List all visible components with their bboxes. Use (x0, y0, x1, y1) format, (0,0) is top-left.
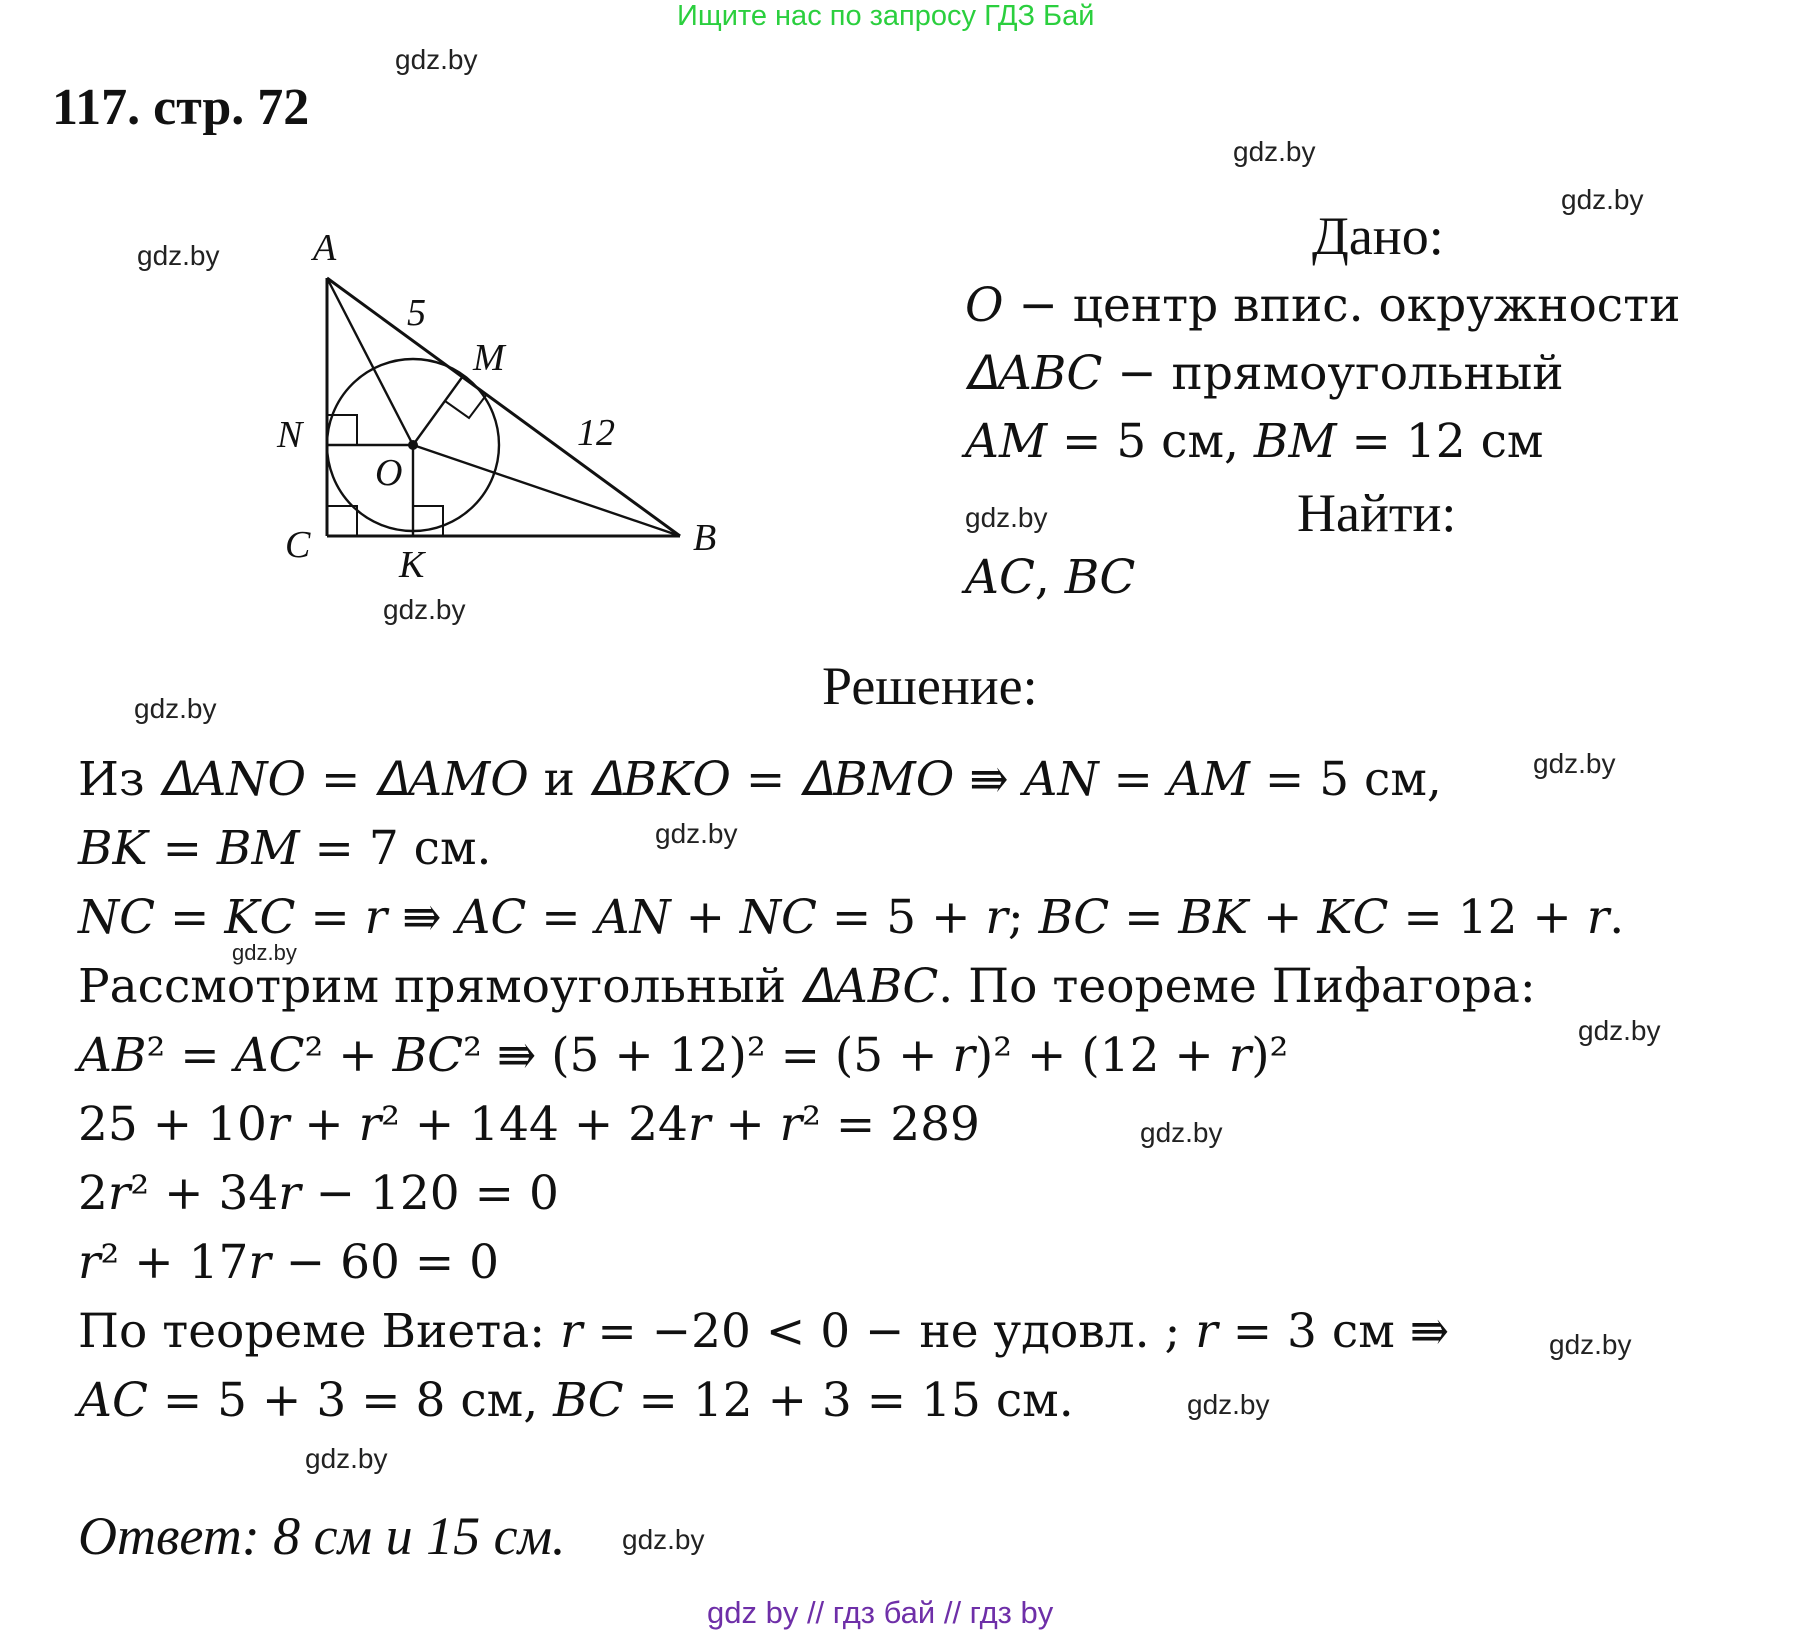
watermark: gdz.by (1140, 1117, 1223, 1148)
watermark: gdz.by (134, 693, 217, 724)
given-line: 𝛥𝐴𝐵𝐶 − прямоугольный (965, 346, 1564, 401)
solution-line: 𝐴𝐵² = 𝐴𝐶² + 𝐵𝐶² ⇛ (5 + 12)² = (5 + 𝑟)² + (12 + 𝑟)² (78, 1028, 1289, 1083)
label-n: N (277, 414, 303, 456)
solution-line: Из 𝛥𝐴𝑁𝑂 = 𝛥𝐴𝑀𝑂 и 𝛥𝐵𝐾𝑂 = 𝛥𝐵𝑀𝑂 ⇛ 𝐴𝑁 = 𝐴𝑀 = 5 см, (78, 752, 1442, 807)
watermark: gdz.by (1233, 136, 1316, 167)
center-point-o (408, 440, 418, 450)
solution-line: 25 + 10𝑟 + 𝑟² + 144 + 24𝑟 + 𝑟² = 289 (78, 1097, 980, 1152)
watermark: gdz.by (305, 1443, 388, 1474)
find-line: 𝐴𝐶, 𝐵𝐶 (965, 550, 1136, 605)
solution-line: По теореме Виета: 𝑟 = −20 < 0 − не удовл. ; 𝑟 = 3 см ⇛ (78, 1304, 1450, 1359)
solution-line: 𝑟² + 17𝑟 − 60 = 0 (78, 1235, 500, 1290)
label-b: B (693, 517, 717, 559)
solution-line: 𝑁𝐶 = 𝐾𝐶 = 𝑟 ⇛ 𝐴𝐶 = 𝐴𝑁 + 𝑁𝐶 = 5 + 𝑟; 𝐵𝐶 = 𝐵𝐾 + 𝐾𝐶 = 12 + 𝑟. (78, 890, 1625, 945)
watermark: gdz.by (383, 594, 466, 625)
watermark: gdz.by (622, 1524, 705, 1555)
label-k: K (399, 544, 425, 586)
watermark: gdz.by (1533, 748, 1616, 779)
label-o: O (375, 452, 403, 494)
watermark: gdz.by (1578, 1015, 1661, 1046)
label-a: A (313, 227, 337, 269)
top-banner: Ищите нас по запросу ГДЗ Бай (677, 0, 1095, 32)
label-length-bm: 12 (577, 412, 615, 454)
triangle-figure (255, 215, 735, 595)
given-line: 𝑂 − центр впис. окружности (965, 278, 1681, 333)
side-ab (327, 278, 680, 536)
segment-om (413, 376, 463, 445)
watermark: gdz.by (1561, 184, 1644, 215)
solution-line: 𝐵𝐾 = 𝐵𝑀 = 7 см. (78, 821, 492, 876)
watermark: gdz.by (1549, 1329, 1632, 1360)
right-angle-mark-m (445, 394, 487, 418)
watermark: gdz.by (137, 240, 220, 271)
label-m: M (473, 337, 505, 379)
footer-links: gdz by // гдз бай // гдз by (707, 1595, 1054, 1630)
given-title: Дано: (1312, 206, 1444, 266)
solution-line: 2𝑟² + 34𝑟 − 120 = 0 (78, 1166, 559, 1221)
watermark: gdz.by (232, 940, 297, 965)
watermark: gdz.by (965, 502, 1048, 533)
find-title: Найти: (1297, 483, 1457, 543)
watermark: gdz.by (655, 818, 738, 849)
segment-ao (327, 278, 413, 445)
watermark: gdz.by (1187, 1389, 1270, 1420)
solution-line: 𝐴𝐶 = 5 + 3 = 8 см, 𝐵𝐶 = 12 + 3 = 15 см. (78, 1373, 1074, 1428)
solution-line: Рассмотрим прямоугольный 𝛥𝐴𝐵𝐶. По теореме Пифагора: (78, 959, 1536, 1014)
solution-title: Решение: (822, 656, 1038, 716)
given-line: 𝐴𝑀 = 5 см, 𝐵𝑀 = 12 см (965, 414, 1544, 469)
exercise-heading: 117. стр. 72 (52, 79, 310, 136)
answer: Ответ: 8 см и 15 см. (78, 1506, 566, 1566)
right-angle-mark-c (327, 506, 357, 536)
label-c: C (285, 524, 311, 566)
watermark: gdz.by (395, 44, 478, 75)
label-length-am: 5 (407, 292, 426, 334)
